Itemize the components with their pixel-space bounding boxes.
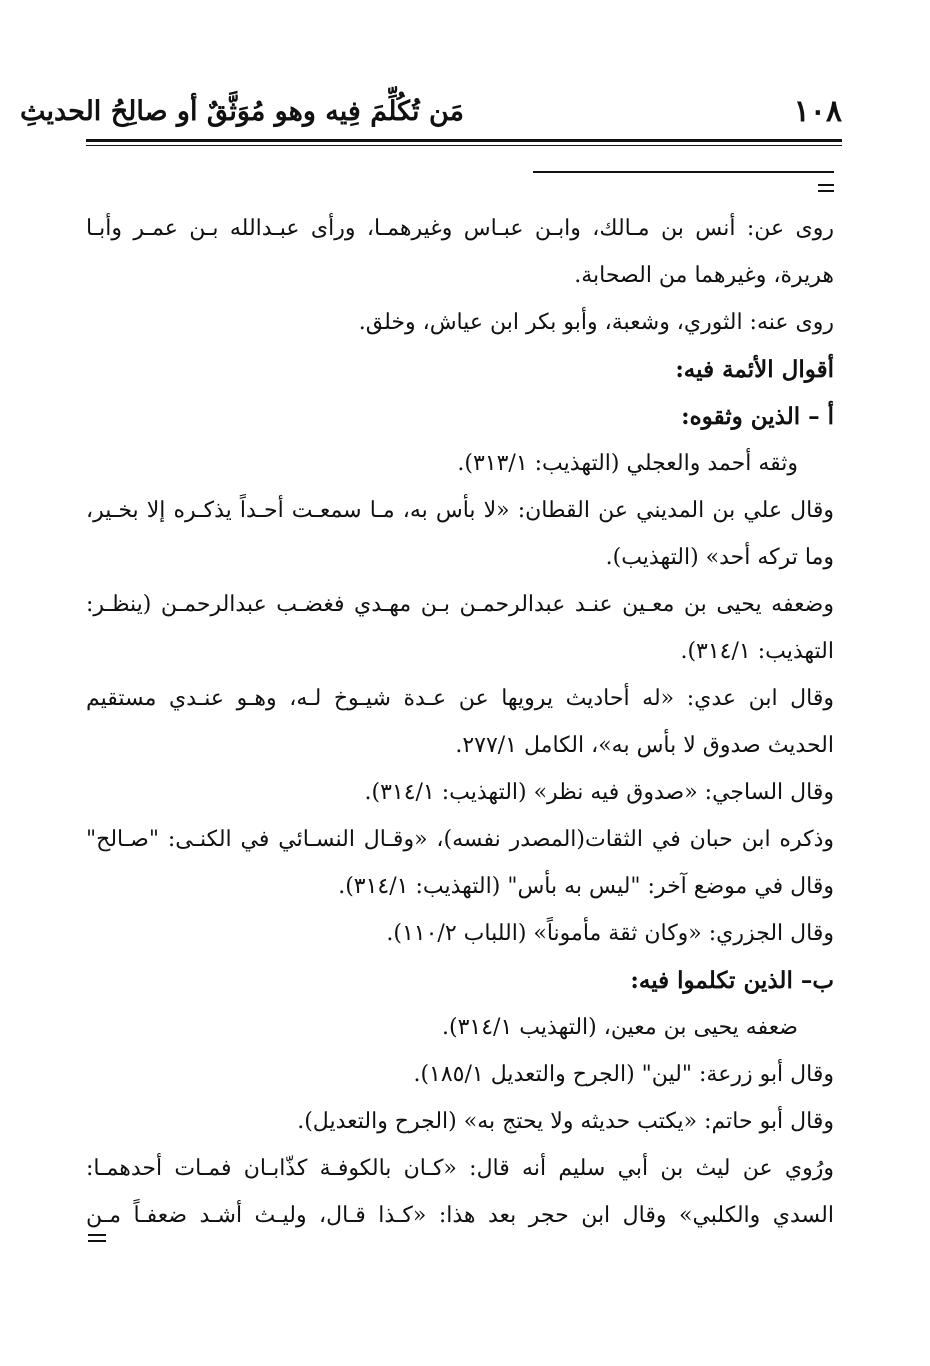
subsection-heading: ب– الذين تكلموا فيه: <box>630 967 834 994</box>
header-rule-thin <box>86 145 842 146</box>
text-line: روى عن: أنس بن مـالك، وابـن عبـاس وغيرهمـا، ورأى عبـدالله بـن عمـر وأبـا <box>86 216 834 241</box>
text-line: ضعفه يحيى بن معين، (التهذيب ٣١٤/١). <box>442 1015 798 1040</box>
text-line: التهذيب: ٣١٤/١). <box>680 639 834 664</box>
text-line: وقال أبو زرعة: "لين" (الجرح والتعديل ١٨٥/١). <box>413 1062 834 1087</box>
text-line: وقال الجزري: «وكان ثقة مأموناً» (اللباب ١١٠/٢). <box>386 921 834 946</box>
text-line: وقال علي بن المديني عن القطان: «لا بأس به، مـا سمعـت أحـداً يذكـره إلا بخـير، <box>86 498 834 523</box>
text-line: وذكره ابن حبان في الثقات(المصدر نفسه)، «وقـال النسـائي في الكنـى: "صـالح" <box>86 827 834 852</box>
running-title: مَن تُكُلِّمَ فِيه وهو مُوَثَّقٌ أو صالِحُ الحديثِ <box>19 96 464 127</box>
page-number: ١٠٨ <box>793 94 842 129</box>
continuation-mark-bottom <box>88 1234 106 1246</box>
text-line: وقال في موضع آخر: "ليس به بأس" (التهذيب: ٣١٤/١). <box>338 874 834 899</box>
text-line: وقال أبو حاتم: «يكتب حديثه ولا يحتج به» (الجرح والتعديل). <box>297 1109 834 1134</box>
text-line: وثقه أحمد والعجلي (التهذيب: ٣١٣/١). <box>457 451 798 476</box>
text-line: وقال الساجي: «صدوق فيه نظر» (التهذيب: ٣١٤/١). <box>364 780 834 805</box>
text-line: وما تركه أحد» (التهذيب). <box>605 545 834 570</box>
header-rule-thick <box>86 139 842 142</box>
footnote-separator-rule <box>533 171 834 173</box>
text-line: وقال ابن عدي: «له أحاديث يرويها عن عـدة شيـوخ لـه، وهـو عنـدي مستقيم <box>86 686 834 711</box>
text-line: روى عنه: الثوري، وشعبة، وأبو بكر ابن عياش، وخلق. <box>358 310 834 335</box>
text-line: الحديث صدوق لا بأس به»، الكامل ٢٧٧/١. <box>455 733 834 758</box>
text-line: السدي والكلبي» وقال ابن حجر بعد هذا: «كـذا قـال، وليـث أشـد ضعفـاً مـن <box>86 1203 834 1228</box>
text-line: وضعفه يحيى بن معـين عنـد عبدالرحمـن بـن مهـدي فغضـب عبدالرحمـن (ينظـر: <box>86 592 834 617</box>
text-line: ورُوي عن ليث بن أبي سليم أنه قال: «كـان بالكوفـة كذّابـان فمـات أحدهمـا: <box>86 1156 834 1181</box>
section-heading: أقوال الأئمة فيه: <box>675 356 834 383</box>
subsection-heading: أ – الذين وثقوه: <box>681 403 834 430</box>
body-text <box>86 205 834 1239</box>
page-header <box>19 90 842 140</box>
continuation-mark-top <box>818 184 834 196</box>
text-line: هريرة، وغيرهما من الصحابة. <box>574 263 834 288</box>
